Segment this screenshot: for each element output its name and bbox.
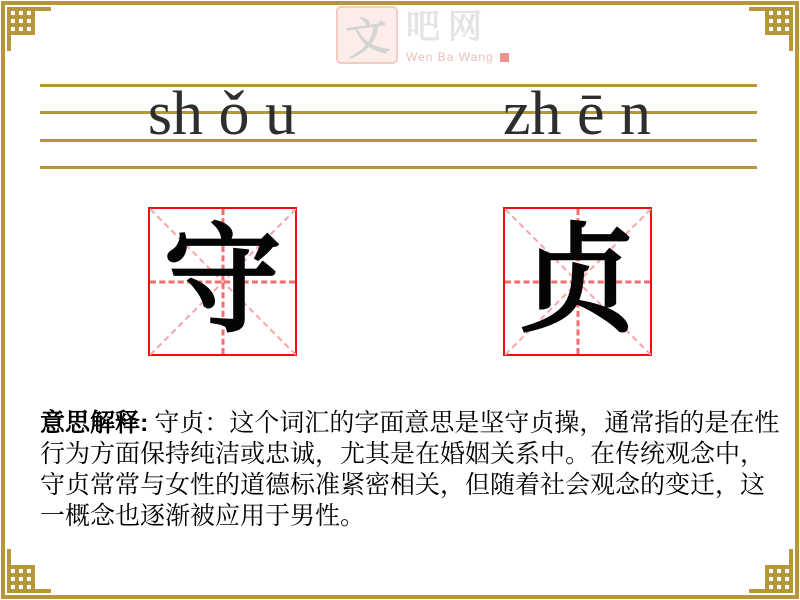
logo-site-name: 吧网 <box>406 9 490 46</box>
meaning-explanation <box>40 408 780 532</box>
explanation-label: 意思解释: <box>40 409 149 437</box>
logo-seal-icon <box>336 6 398 64</box>
logo-text-block <box>406 6 509 64</box>
logo-site-pinyin: Wen Ba Wang <box>406 50 494 64</box>
corner-ornament-icon <box>749 7 793 51</box>
corner-ornament-icon <box>7 7 51 51</box>
character-box-zhen <box>503 207 652 356</box>
site-watermark-logo <box>336 6 509 64</box>
logo-seal-character: 文 <box>343 13 392 65</box>
corner-ornament-icon <box>749 549 793 593</box>
character-box-shou <box>148 207 297 356</box>
explanation-line-1 <box>40 408 780 439</box>
pinyin-word-zhen: zh ē n <box>502 80 652 148</box>
explanation-text-1: 守贞：这个词汇的字面意思是坚守贞操，通常指的是在性 <box>154 410 780 437</box>
pinyin-word-shou: sh ǒ u <box>147 80 297 148</box>
hanzi-zhen: 贞 <box>518 215 637 347</box>
logo-subtitle-row <box>406 50 509 64</box>
logo-square-icon <box>500 53 509 62</box>
explanation-line-2: 行为方面保持纯洁或忠诚，尤其是在婚姻关系中。在传统观念中， <box>40 441 766 468</box>
corner-ornament-icon <box>7 549 51 593</box>
hanzi-shou: 守 <box>163 215 282 347</box>
explanation-line-3: 守贞常常与女性的道德标准紧密相关，但随着社会观念的变迁，这 <box>40 472 766 499</box>
pinyin-grid-line-4 <box>40 166 757 169</box>
explanation-line-4: 一概念也逐渐被应用于男性。 <box>40 503 366 530</box>
